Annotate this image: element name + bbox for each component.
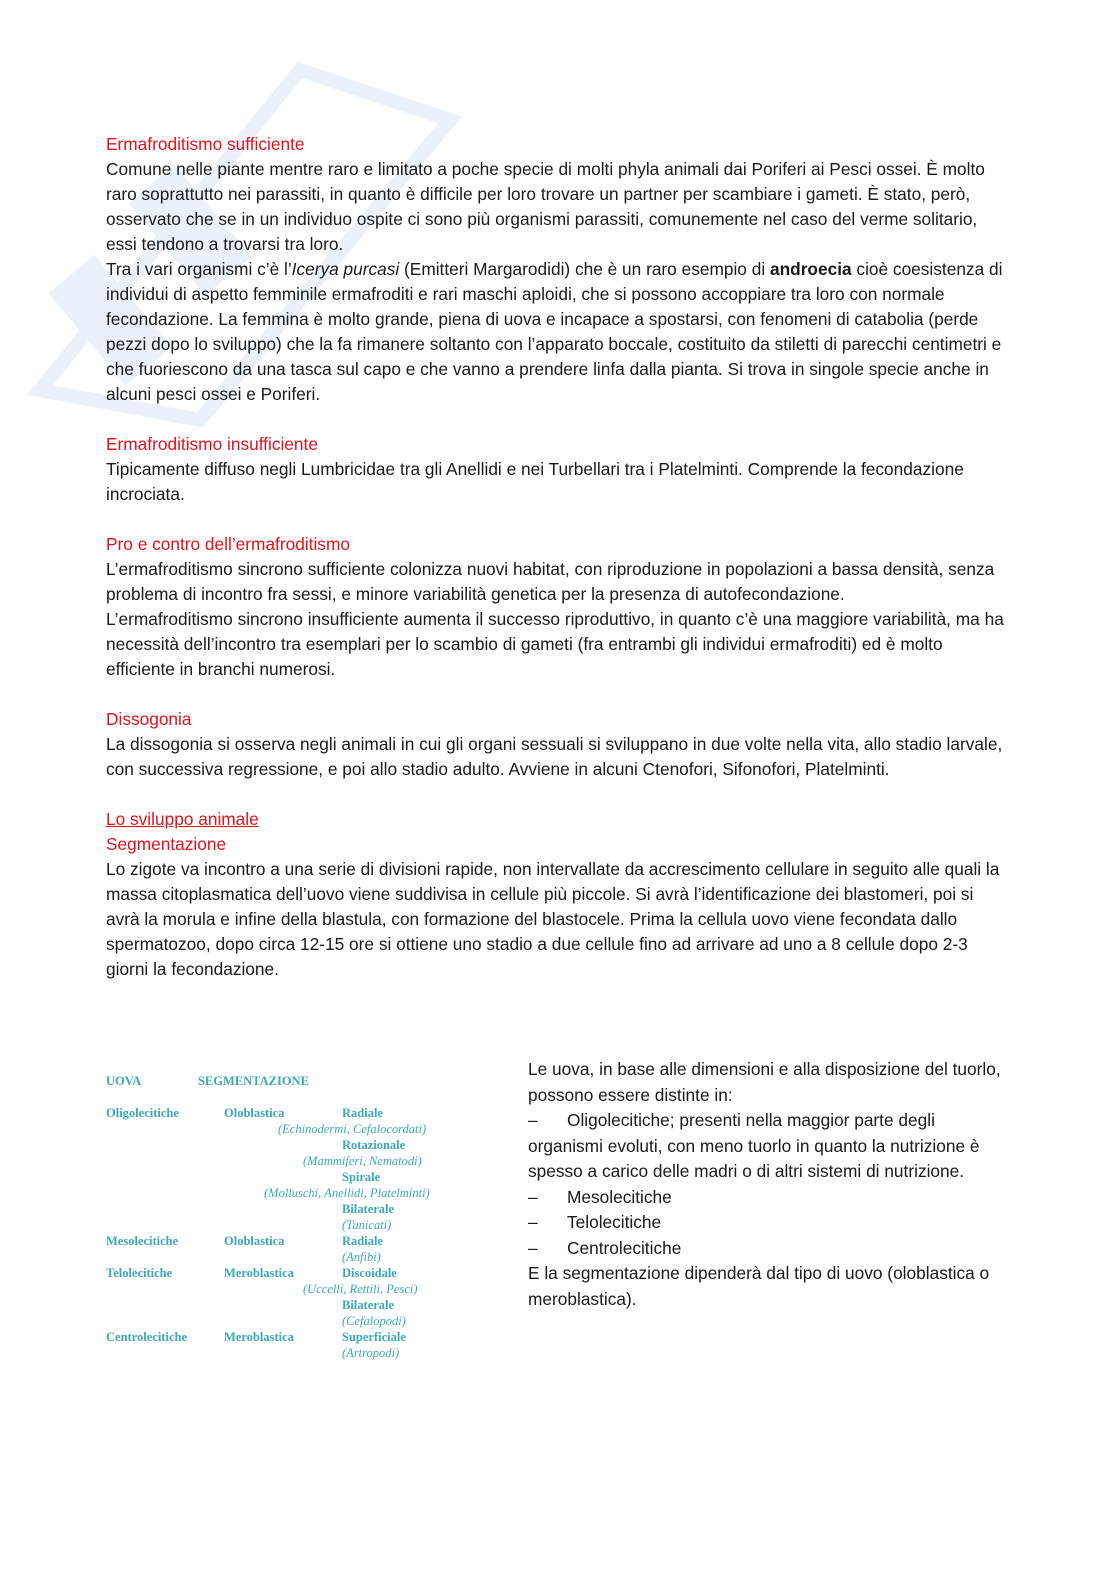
list-item-text: Telolecitiche bbox=[567, 1212, 662, 1232]
examples: (Molluschi, Anellidi, Platelminti) bbox=[264, 1186, 430, 1200]
cleavage-pattern: Rotazionale bbox=[342, 1138, 406, 1152]
paragraph: E la segmentazione dipenderà dal tipo di uovo (oloblastica o meroblastica). bbox=[528, 1263, 990, 1309]
list-item-text: Centrolecitiche bbox=[567, 1237, 682, 1258]
dash-bullet: – bbox=[528, 1110, 538, 1130]
text-run: (Emitteri Margarodidi) che è un raro esempio di bbox=[399, 259, 770, 279]
segmentation-type: Oloblastica bbox=[224, 1234, 285, 1248]
dash-bullet: – bbox=[528, 1212, 538, 1232]
list-item bbox=[528, 1210, 1008, 1236]
examples: (Mammiferi, Nematodi) bbox=[303, 1154, 422, 1168]
cleavage-pattern: Bilaterale bbox=[342, 1202, 395, 1216]
egg-types-section bbox=[106, 1057, 1011, 1377]
list-item bbox=[528, 1185, 1008, 1211]
examples: (Echinodermi, Cefalocordati) bbox=[278, 1122, 427, 1136]
header-segmentazione: SEGMENTAZIONE bbox=[198, 1074, 309, 1088]
section-title-ermafroditismo-sufficiente: Ermafroditismo sufficiente bbox=[106, 134, 305, 154]
section-title-sviluppo-animale: Lo sviluppo animale bbox=[106, 809, 259, 829]
cleavage-pattern: Spirale bbox=[342, 1170, 381, 1184]
egg-type: Centrolecitiche bbox=[106, 1330, 187, 1344]
cleavage-pattern: Discoidale bbox=[342, 1266, 397, 1280]
egg-type: Mesolecitiche bbox=[106, 1234, 179, 1248]
document-body bbox=[106, 132, 1011, 982]
section-title-dissogonia: Dissogonia bbox=[106, 709, 192, 729]
dash-bullet: – bbox=[528, 1186, 538, 1207]
cleavage-pattern: Radiale bbox=[342, 1234, 383, 1248]
examples: (Artropodi) bbox=[342, 1346, 400, 1360]
paragraph: La dissogonia si osserva negli animali in cui gli organi sessuali si sviluppano in due volte nella vita, allo stadio larvale, con successiva regressione, e poi allo stadio adulto. Avviene in alcuni Ctenofori, Sifonofori, Platelminti. bbox=[106, 734, 1003, 779]
text-run: Tra i vari organismi c’è l’ bbox=[106, 259, 292, 279]
segmentation-type: Oloblastica bbox=[224, 1106, 285, 1120]
examples: (Anfibi) bbox=[342, 1250, 381, 1264]
examples: (Cefalopodi) bbox=[342, 1314, 406, 1328]
dash-bullet: – bbox=[528, 1237, 538, 1258]
paragraph: L’ermafroditismo sincrono insufficiente aumenta il successo riproduttivo, in quanto c’è una maggiore variabilità, ma ha necessità dell’incontro tra esemplari per lo scambio di gameti (fra entrambi gli individui ermafroditi) ed è molto efficiente in branchi numerosi. bbox=[106, 609, 1004, 679]
key-term: androecia bbox=[769, 259, 852, 279]
cleavage-pattern: Radiale bbox=[342, 1106, 383, 1120]
segmentation-table-figure bbox=[106, 1069, 486, 1369]
section-title-ermafroditismo-insufficiente: Ermafroditismo insufficiente bbox=[106, 434, 318, 454]
segmentation-type: Meroblastica bbox=[224, 1266, 294, 1280]
paragraph: Comune nelle piante mentre raro e limitato a poche specie di molti phyla animali dai Poriferi ai Pesci ossei. È molto raro soprattutto nei parassiti, in quanto è difficile per loro trovare un partner per scambiare i gameti. È stato, però, osservato che se in un individuo ospite ci sono più organismi parassiti, comunemente nel caso del verme solitario, essi tendono a trovarsi tra loro. bbox=[106, 159, 985, 254]
examples: (Tunicati) bbox=[342, 1218, 392, 1232]
list-item-text: Oligolecitiche; presenti nella maggior parte degli organismi evoluti, con meno tuorlo in quanto la nutrizione è spesso a carico delle madri o di altri sistemi di nutrizione. bbox=[528, 1110, 980, 1181]
paragraph bbox=[106, 257, 1011, 407]
egg-type: Oligolecitiche bbox=[106, 1106, 179, 1120]
header-uova: UOVA bbox=[106, 1074, 142, 1088]
cleavage-pattern: Bilaterale bbox=[342, 1298, 395, 1312]
list-item bbox=[528, 1236, 1008, 1262]
paragraph: Lo zigote va incontro a una serie di divisioni rapide, non intervallate da accrescimento cellulare in seguito alle quali la massa citoplasmatica dell’uovo viene suddivisa in cellule più piccole. Si avrà l’identificazione dei blastomeri, poi si avrà la morula e infine della blastula, con formazione del blastocele. Prima la cellula uovo viene fecondata dallo spermatozoo, dopo circa 12-15 ore si ottiene uno stadio a due cellule fino ad arrivare ad uno a 8 cellule dopo 2-3 giorni la fecondazione. bbox=[106, 859, 1000, 979]
list-item-text: Mesolecitiche bbox=[567, 1186, 672, 1207]
egg-type: Telolecitiche bbox=[106, 1266, 173, 1280]
cleavage-pattern: Superficiale bbox=[342, 1330, 406, 1344]
examples: (Uccelli, Rettili, Pesci) bbox=[303, 1282, 418, 1296]
subsection-title-segmentazione: Segmentazione bbox=[106, 834, 227, 854]
text-run: cioè coesistenza di individui di aspetto femminile ermafroditi e rari maschi aploidi, che si possono accoppiare tra loro con normale fecondazione. La femmina è molto grande, piena di uova e incapace a spostarsi, con fenomeni di catabolia (perde pezzi dopo lo sviluppo) che la fa rimanere soltanto con l’apparato boccale, costituito da stiletti di parecchi centimetri e che fuoriescono da una tasca sul capo e che vanno a prendere linfa dalla pianta. Si trova in singole specie anche in alcuni pesci ossei e Poriferi. bbox=[106, 259, 1003, 404]
paragraph: Tipicamente diffuso negli Lumbricidae tra gli Anellidi e nei Turbellari tra i Platelminti. Comprende la fecondazione incrociata. bbox=[106, 459, 964, 504]
section-title-pro-contro: Pro e contro dell’ermafroditismo bbox=[106, 534, 350, 554]
paragraph: Le uova, in base alle dimensioni e alla disposizione del tuorlo, possono essere distinte in: bbox=[528, 1059, 1001, 1105]
species-name: Icerya purcasi bbox=[291, 259, 400, 279]
paragraph: L’ermafroditismo sincrono sufficiente colonizza nuovi habitat, con riproduzione in popolazioni a bassa densità, senza problema di incontro fra sessi, e minore variabilità genetica per la presenza di autofecondazione. bbox=[106, 559, 995, 604]
segmentation-type: Meroblastica bbox=[224, 1330, 294, 1344]
list-item bbox=[528, 1108, 1008, 1185]
egg-types-text bbox=[528, 1057, 1008, 1312]
